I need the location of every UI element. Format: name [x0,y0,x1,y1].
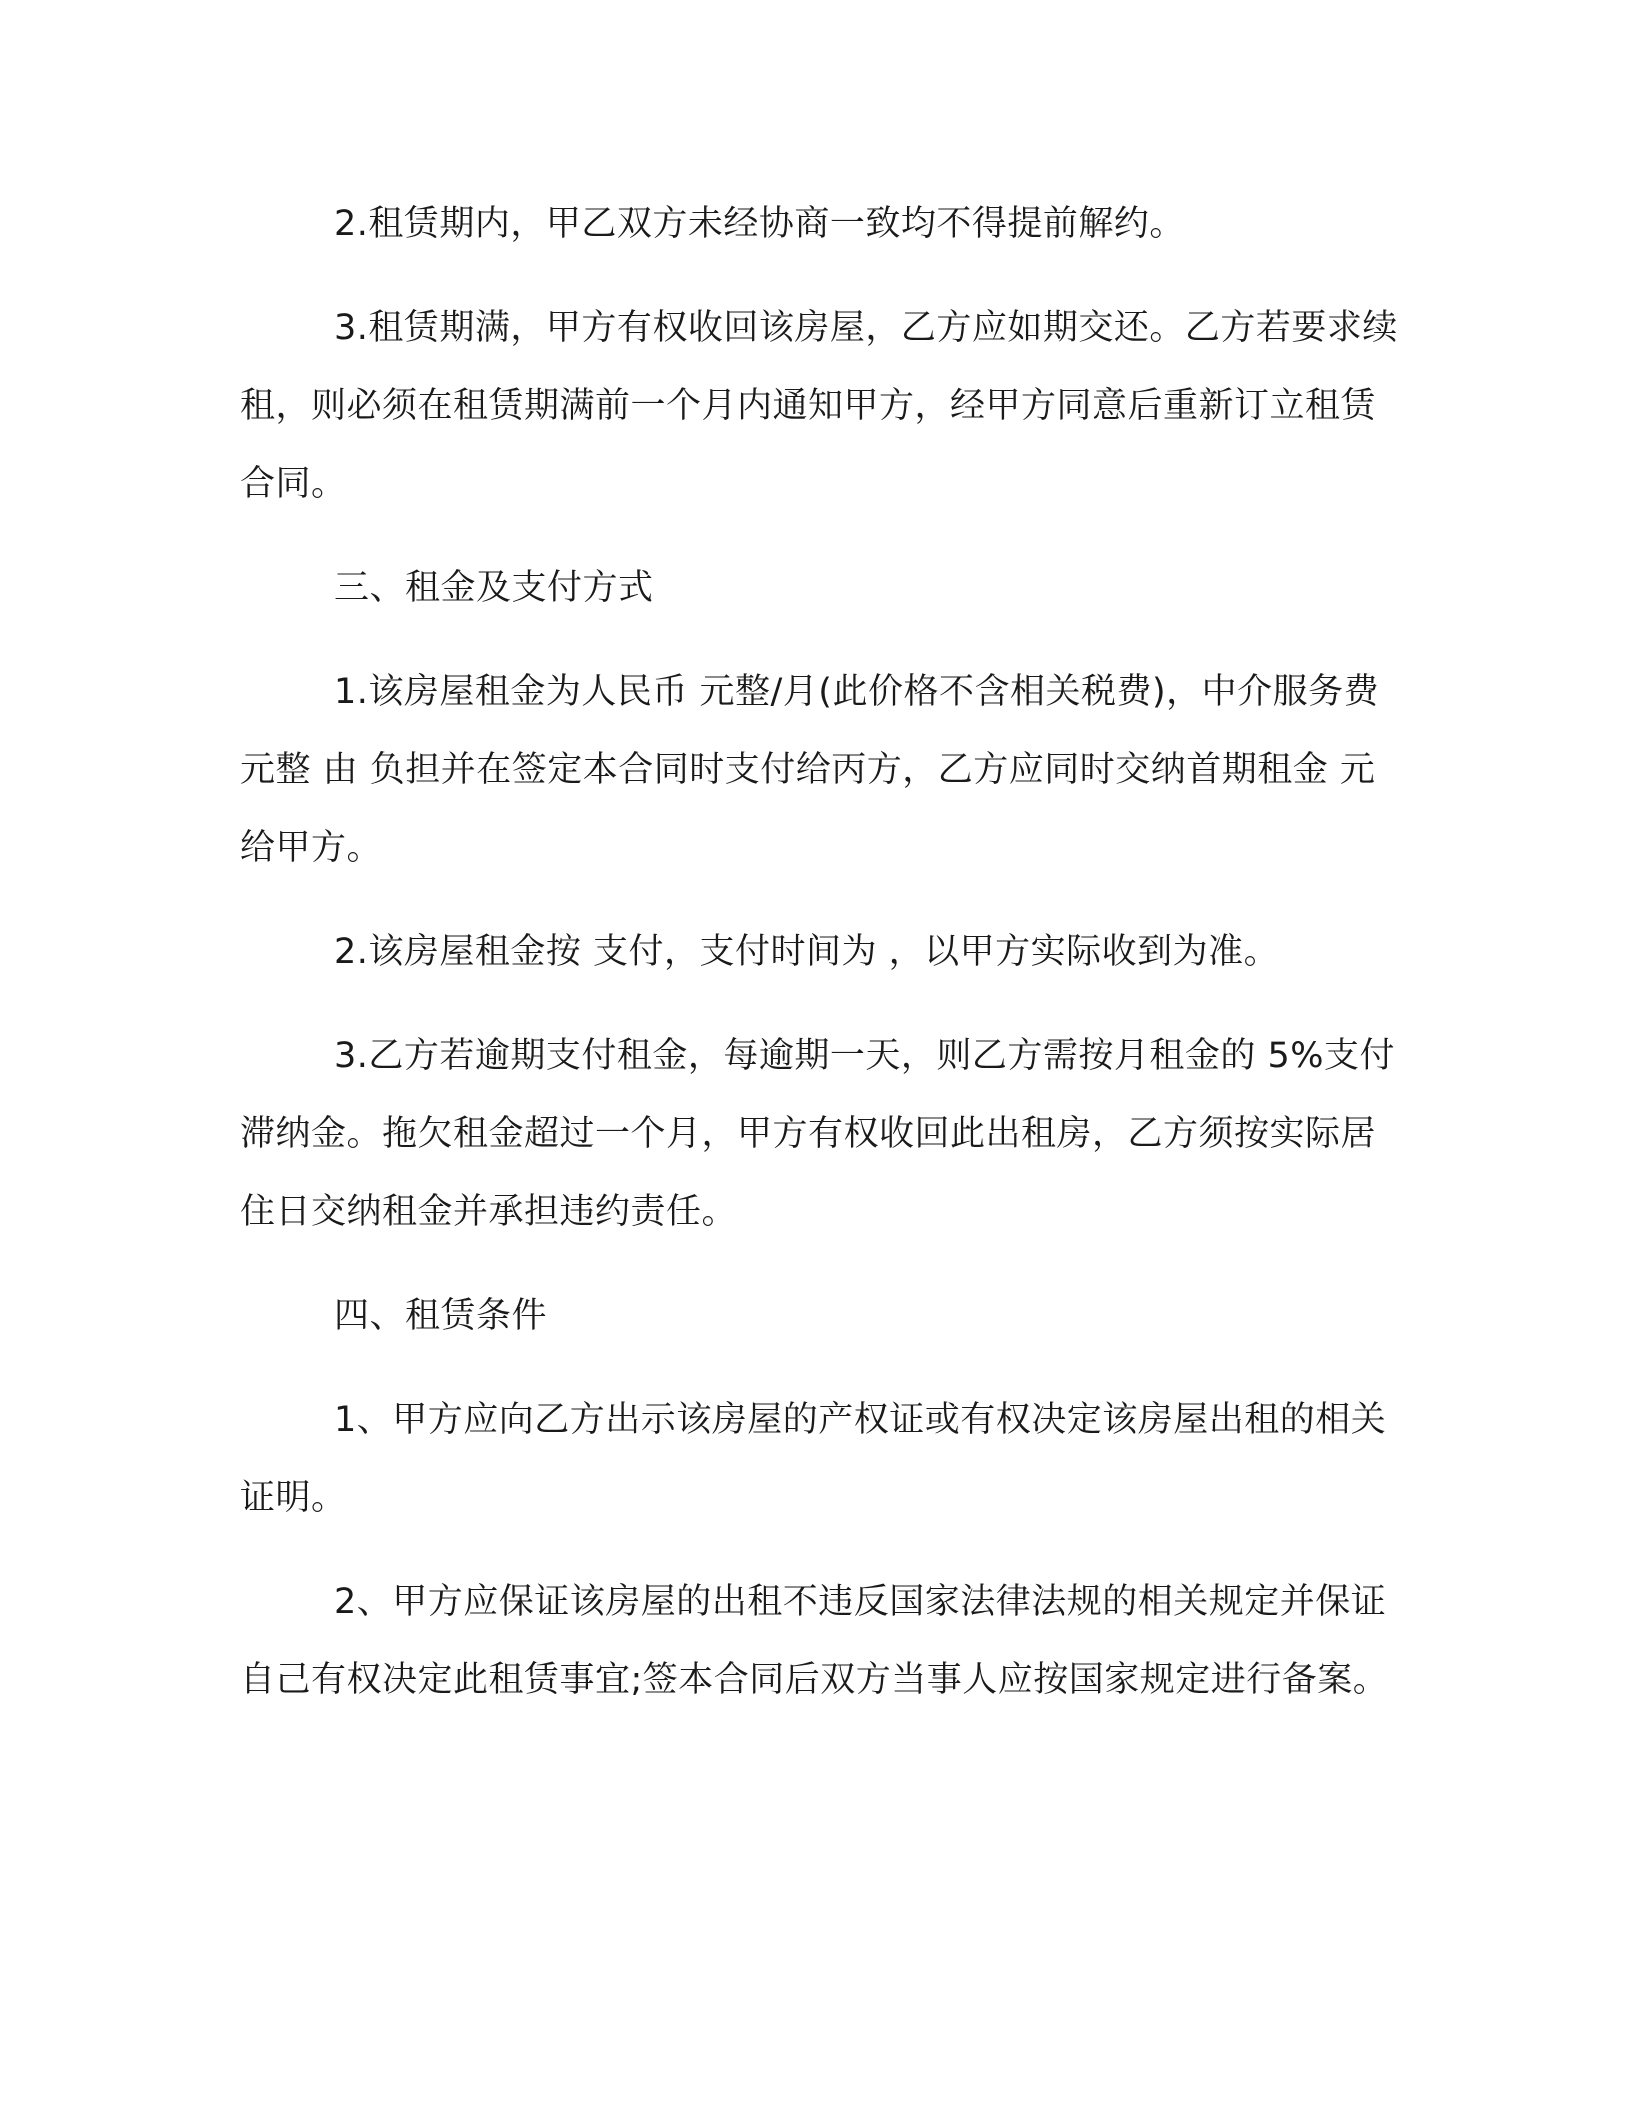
clause-3-renewal: 3.租赁期满，甲方有权收回该房屋，乙方应如期交还。乙方若要求续租，则必须在租赁期满前一个月内通知甲方，经甲方同意后重新订立租赁合同。 [240,308,1398,504]
clause-1-rent-amount: 1.该房屋租金为人民币 元整/月(此价格不含相关税费)，中介服务费 元整 由 负担并在签定本合同时支付给丙方，乙方应同时交纳首期租金 元给甲方。 [240,672,1380,868]
condition-2-legal-compliance: 2、甲方应保证该房屋的出租不违反国家法律法规的相关规定并保证自己有权决定此租赁事宜;签本合同后双方当事人应按国家规定进行备案。 [240,1582,1389,1700]
clause-3-late-payment: 3.乙方若逾期支付租金，每逾期一天，则乙方需按月租金的 5%支付滞纳金。拖欠租金超过一个月，甲方有权收回此出租房，乙方须按实际居住日交纳租金并承担违约责任。 [240,1036,1396,1232]
clause-2-payment-schedule: 2.该房屋租金按 支付，支付时间为 ，以甲方实际收到为准。 [334,932,1280,972]
section-heading-rent-payment: 三、租金及支付方式 [334,568,654,608]
document-body [240,185,1400,1745]
condition-1-ownership-proof: 1、甲方应向乙方出示该房屋的产权证或有权决定该房屋出租的相关证明。 [240,1400,1387,1518]
section-heading-lease-conditions: 四、租赁条件 [334,1296,548,1336]
clause-2-early-termination: 2.租赁期内，甲乙双方未经协商一致均不得提前解约。 [334,204,1185,244]
